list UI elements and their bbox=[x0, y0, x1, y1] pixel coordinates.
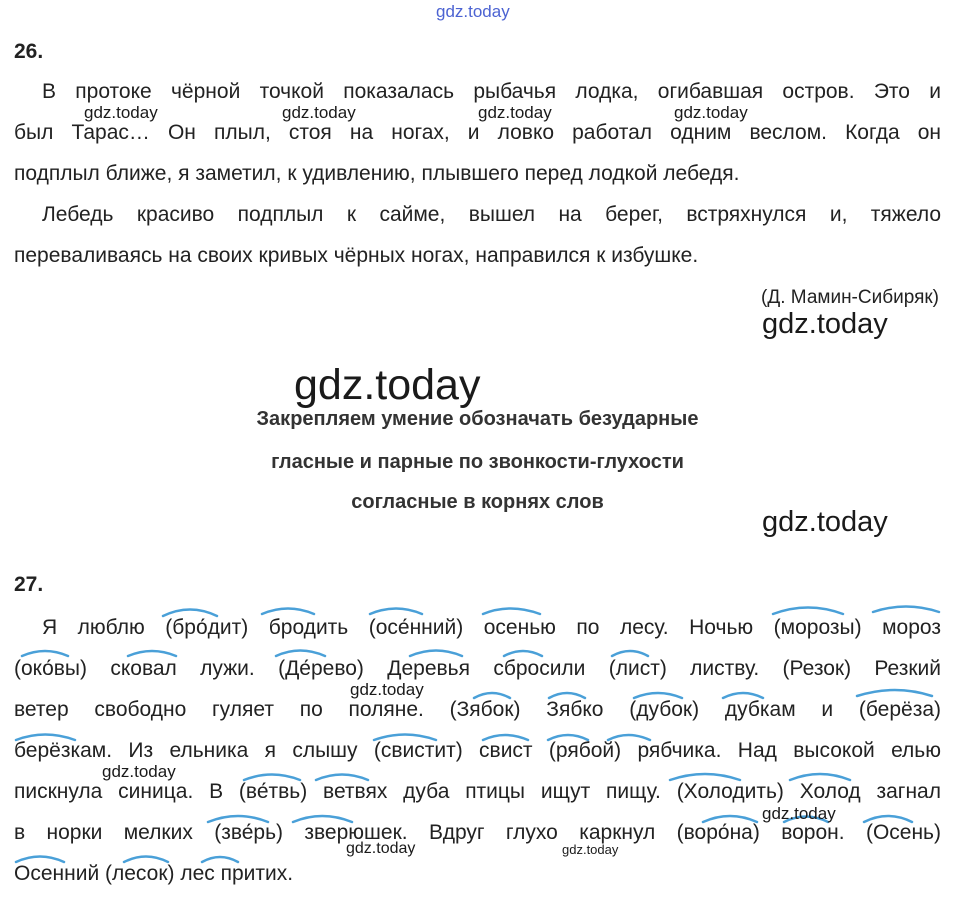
ex27-line-7: Осенний (лесок) лес притих. bbox=[14, 862, 294, 885]
watermark-small: gdz.today bbox=[562, 842, 619, 857]
watermark-top: gdz.today bbox=[436, 2, 510, 21]
watermark-small: gdz.today bbox=[84, 103, 158, 122]
ex27-line-3: ветер свободно гуляет по поляне. (Зябок) Зябко (дубок) дубкам и (берёза) bbox=[14, 698, 941, 721]
ex26-line-3: подплыл ближе, я заметил, к удивлению, плывшего перед лодкой лебедя. bbox=[14, 162, 740, 185]
watermark-huge: gdz.today bbox=[294, 361, 481, 409]
ex27-line-6: в норки мелких (зве́рь) зверюшек. Вдруг глухо каркнул (воро́на) ворон. (Осень) bbox=[14, 821, 941, 844]
exercise-26-number: 26. bbox=[14, 40, 44, 63]
section-heading-line-1: Закрепляем умение обозначать безударные bbox=[256, 408, 699, 430]
ex26-line-1: В протоке чёрной точкой показалась рыбачья лодка, огибавшая остров. Это и bbox=[42, 80, 941, 103]
watermark-small: gdz.today bbox=[674, 103, 748, 122]
ex27-line-1: Я люблю (бро́дит) бродить (осе́нний) осенью по лесу. Ночью (морозы) мороз bbox=[42, 616, 941, 639]
watermark-small: gdz.today bbox=[350, 680, 424, 699]
ex27-line-4: берёзкам. Из ельника я слышу (свистит) свист (рябой) рябчика. Над высокой елью bbox=[14, 739, 941, 762]
exercise-27-number: 27. bbox=[14, 573, 44, 596]
watermark-big: gdz.today bbox=[762, 506, 888, 538]
ex26-line-2: был Тарас… Он плыл, стоя на ногах, и ловко работал одним веслом. Когда он bbox=[14, 121, 941, 144]
watermark-small: gdz.today bbox=[346, 840, 416, 857]
watermark-small: gdz.today bbox=[478, 103, 552, 122]
watermark-small: gdz.today bbox=[102, 762, 176, 781]
ex27-line-5: пискнула синица. В (ве́твь) ветвях дуба птицы ищут пищу. (Холодить) Холод загнал bbox=[14, 780, 941, 803]
author-credit: (Д. Мамин-Сибиряк) bbox=[761, 287, 939, 308]
root-arc bbox=[873, 607, 939, 613]
ex26-line-5: переваливаясь на своих кривых чёрных ногах, направился к избушке. bbox=[14, 244, 699, 267]
watermark-small: gdz.today bbox=[282, 103, 356, 122]
watermark-big: gdz.today bbox=[762, 308, 888, 340]
ex27-line-2: (око́вы) сковал лужи. (Де́рево) Деревья сбросили (лист) листву. (Резок) Резкий bbox=[14, 657, 941, 680]
ex26-line-4: Лебедь красиво подплыл к сайме, вышел на берег, встряхнулся и, тяжело bbox=[42, 203, 941, 226]
watermark-small: gdz.today bbox=[762, 804, 836, 823]
section-heading-line-2: гласные и парные по звонкости-глухости bbox=[271, 451, 684, 473]
section-heading-line-3: согласные в корнях слов bbox=[351, 491, 604, 513]
